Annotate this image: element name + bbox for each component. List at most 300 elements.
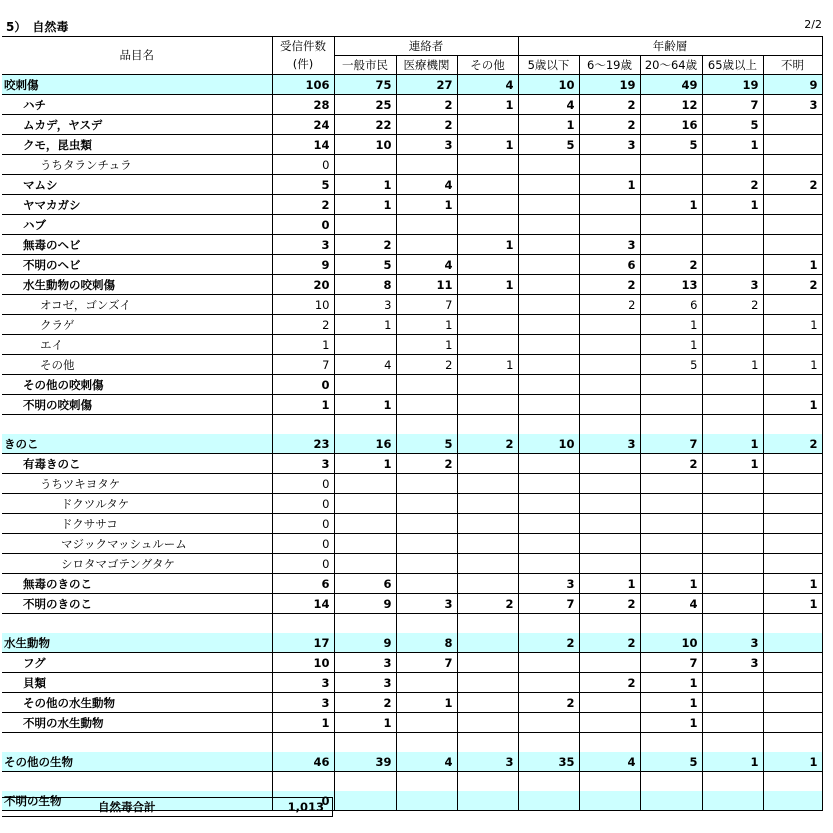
row-cell: 9 (334, 633, 396, 653)
row-item-name: フグ (2, 653, 272, 673)
category-row (2, 752, 822, 772)
row-cell (457, 215, 518, 235)
row-cell: 4 (396, 752, 457, 772)
row-cell (763, 673, 822, 693)
row-cell: 5 (640, 355, 702, 375)
row-cell (579, 335, 640, 355)
table-row (2, 673, 822, 693)
category-row (2, 633, 822, 653)
row-cell (640, 534, 702, 554)
header-received-unit: (件) (272, 56, 334, 75)
row-cell (702, 215, 763, 235)
row-cell: 2 (457, 594, 518, 614)
row-cell: 2 (763, 175, 822, 195)
row-cell (763, 235, 822, 255)
row-cell (396, 514, 457, 534)
row-cell: 1 (334, 195, 396, 215)
row-cell (518, 454, 579, 474)
row-cell (763, 554, 822, 574)
row-cell: 1 (272, 713, 334, 733)
row-item-name: 無毒のきのこ (2, 574, 272, 594)
row-cell (579, 693, 640, 713)
row-cell: 2 (579, 115, 640, 135)
row-cell: 10 (272, 653, 334, 673)
row-cell: 13 (640, 275, 702, 295)
row-cell (763, 733, 822, 753)
row-cell: 4 (518, 95, 579, 115)
table-row (2, 335, 822, 355)
row-cell (640, 175, 702, 195)
row-cell: 3 (702, 275, 763, 295)
row-cell: 10 (640, 633, 702, 653)
row-cell (334, 534, 396, 554)
row-cell (518, 195, 579, 215)
row-cell: 3 (518, 574, 579, 594)
row-cell: 3 (702, 633, 763, 653)
row-cell: 23 (272, 434, 334, 454)
row-cell: 46 (272, 752, 334, 772)
row-cell (702, 693, 763, 713)
row-item-name: 不明の咬刺傷 (2, 395, 272, 415)
row-cell (763, 494, 822, 514)
row-cell: 1 (396, 315, 457, 335)
table-row (2, 355, 822, 375)
row-cell: 2 (396, 454, 457, 474)
row-cell: 9 (334, 594, 396, 614)
spacer-row (2, 614, 822, 634)
row-cell (763, 155, 822, 175)
row-cell: 2 (334, 693, 396, 713)
row-cell: 0 (272, 514, 334, 534)
table-row (2, 594, 822, 614)
row-cell (640, 155, 702, 175)
row-cell (640, 733, 702, 753)
row-cell (334, 155, 396, 175)
row-cell (763, 713, 822, 733)
row-cell: 2 (579, 275, 640, 295)
row-cell: 1 (334, 315, 396, 335)
row-item-name: クラゲ (2, 315, 272, 335)
row-cell: 0 (272, 215, 334, 235)
row-cell (640, 514, 702, 534)
row-cell (702, 155, 763, 175)
row-cell: 6 (640, 295, 702, 315)
row-cell (396, 415, 457, 435)
row-cell (640, 614, 702, 634)
row-cell (518, 395, 579, 415)
row-cell (763, 474, 822, 494)
row-item-name: オコゼ，ゴンズイ (2, 295, 272, 315)
row-cell: 10 (272, 295, 334, 315)
row-cell (334, 791, 396, 811)
table-row (2, 195, 822, 215)
table-row (2, 235, 822, 255)
row-item-name: 貝類 (2, 673, 272, 693)
row-cell: 3 (272, 454, 334, 474)
row-cell: 5 (702, 115, 763, 135)
row-cell (457, 295, 518, 315)
row-cell: 2 (640, 454, 702, 474)
row-cell: 106 (272, 75, 334, 95)
row-cell (334, 772, 396, 792)
row-cell (579, 534, 640, 554)
row-cell (457, 195, 518, 215)
row-cell: 1 (702, 355, 763, 375)
row-cell (457, 772, 518, 792)
row-cell: 75 (334, 75, 396, 95)
row-cell: 7 (518, 594, 579, 614)
row-item-name: ムカデ，ヤスデ (2, 115, 272, 135)
row-item-name: マムシ (2, 175, 272, 195)
table-row (2, 574, 822, 594)
row-cell: 1 (640, 713, 702, 733)
row-cell: 2 (334, 235, 396, 255)
row-cell (457, 175, 518, 195)
row-cell (334, 215, 396, 235)
row-item-name: 有毒きのこ (2, 454, 272, 474)
row-cell (457, 454, 518, 474)
row-cell (334, 375, 396, 395)
row-cell (579, 733, 640, 753)
row-cell (702, 673, 763, 693)
total-row (2, 797, 333, 817)
section-title: 5） 自然毒 (6, 20, 69, 34)
row-cell: 2 (396, 95, 457, 115)
row-cell (457, 574, 518, 594)
row-item-name: うちツキヨタケ (2, 474, 272, 494)
row-cell (457, 713, 518, 733)
row-cell (702, 713, 763, 733)
table-row (2, 653, 822, 673)
row-cell: 5 (640, 752, 702, 772)
table-row (2, 115, 822, 135)
row-cell: 4 (640, 594, 702, 614)
row-cell: 1 (763, 355, 822, 375)
header-age: 年齢層 (518, 37, 822, 56)
row-cell: 2 (396, 355, 457, 375)
row-cell: 3 (702, 653, 763, 673)
row-item-name: きのこ (2, 434, 272, 454)
row-cell: 5 (396, 434, 457, 454)
row-cell (579, 195, 640, 215)
row-cell (518, 335, 579, 355)
row-cell (334, 614, 396, 634)
row-item-name: エイ (2, 335, 272, 355)
row-cell: 5 (272, 175, 334, 195)
spacer-row (2, 772, 822, 792)
row-cell (396, 235, 457, 255)
table-row (2, 95, 822, 115)
row-cell (763, 454, 822, 474)
table-row (2, 713, 822, 733)
row-cell: 0 (272, 791, 334, 811)
row-cell: 1 (334, 454, 396, 474)
row-cell (518, 155, 579, 175)
row-cell (640, 791, 702, 811)
header-age-under5: 5歳以下 (518, 56, 579, 75)
row-cell (457, 733, 518, 753)
table-row (2, 395, 822, 415)
category-row (2, 75, 822, 95)
row-cell: 4 (334, 355, 396, 375)
row-cell (396, 375, 457, 395)
row-cell (518, 791, 579, 811)
row-cell (763, 653, 822, 673)
row-cell (702, 335, 763, 355)
row-cell (334, 474, 396, 494)
row-item-name: ドクツルタケ (2, 494, 272, 514)
row-cell: 1 (334, 713, 396, 733)
header-contact-public: 一般市民 (334, 56, 396, 75)
row-cell (457, 335, 518, 355)
row-cell: 19 (702, 75, 763, 95)
row-cell: 1 (702, 752, 763, 772)
spacer-row (2, 415, 822, 435)
row-cell: 0 (272, 375, 334, 395)
row-cell (334, 514, 396, 534)
row-cell (763, 335, 822, 355)
row-cell: 7 (396, 653, 457, 673)
row-cell: 19 (579, 75, 640, 95)
table-row (2, 255, 822, 275)
row-cell: 1 (763, 395, 822, 415)
row-cell (334, 733, 396, 753)
row-cell (396, 791, 457, 811)
row-cell: 3 (457, 752, 518, 772)
row-cell (763, 415, 822, 435)
row-cell: 4 (579, 752, 640, 772)
row-cell (763, 633, 822, 653)
row-cell: 2 (396, 115, 457, 135)
row-cell (702, 494, 763, 514)
header-contact: 連絡者 (334, 37, 518, 56)
row-cell (396, 474, 457, 494)
row-cell (763, 534, 822, 554)
row-item-name (2, 733, 272, 753)
row-cell: 3 (334, 653, 396, 673)
row-cell (579, 494, 640, 514)
row-cell (640, 215, 702, 235)
row-cell (702, 791, 763, 811)
table-row (2, 175, 822, 195)
row-cell (763, 375, 822, 395)
row-item-name: 水生動物 (2, 633, 272, 653)
table-row (2, 275, 822, 295)
row-cell (457, 614, 518, 634)
row-cell (272, 415, 334, 435)
row-cell (579, 614, 640, 634)
row-cell: 11 (396, 275, 457, 295)
row-cell: 7 (640, 434, 702, 454)
row-cell (457, 633, 518, 653)
row-cell (640, 375, 702, 395)
header-age-unknown: 不明 (763, 56, 822, 75)
row-cell: 0 (272, 554, 334, 574)
row-item-name: 水生動物の咬刺傷 (2, 275, 272, 295)
row-cell (579, 395, 640, 415)
row-cell (702, 554, 763, 574)
row-cell (334, 335, 396, 355)
row-cell: 2 (640, 255, 702, 275)
row-cell (518, 713, 579, 733)
row-cell: 5 (518, 135, 579, 155)
row-cell (396, 554, 457, 574)
row-cell (518, 375, 579, 395)
row-cell: 1 (640, 693, 702, 713)
row-cell (702, 255, 763, 275)
row-cell: 6 (579, 255, 640, 275)
table-row (2, 514, 822, 534)
row-cell (457, 673, 518, 693)
row-cell (396, 713, 457, 733)
table-row (2, 315, 822, 335)
row-cell (518, 275, 579, 295)
row-cell (518, 733, 579, 753)
row-cell (763, 195, 822, 215)
row-cell: 3 (579, 135, 640, 155)
row-item-name: うちタランチュラ (2, 155, 272, 175)
row-cell (579, 415, 640, 435)
row-cell (457, 415, 518, 435)
row-item-name (2, 614, 272, 634)
row-cell (763, 115, 822, 135)
row-cell: 3 (272, 693, 334, 713)
row-item-name (2, 415, 272, 435)
table-row (2, 215, 822, 235)
row-cell: 3 (579, 434, 640, 454)
row-item-name: その他の生物 (2, 752, 272, 772)
row-cell (702, 574, 763, 594)
row-cell (518, 554, 579, 574)
row-cell (518, 534, 579, 554)
row-cell (579, 554, 640, 574)
row-cell (457, 115, 518, 135)
row-cell (272, 733, 334, 753)
header-age-6-19: 6～19歳 (579, 56, 640, 75)
row-cell: 0 (272, 534, 334, 554)
row-cell: 1 (702, 195, 763, 215)
row-cell (396, 155, 457, 175)
row-cell (702, 415, 763, 435)
row-cell (579, 215, 640, 235)
row-cell (579, 315, 640, 335)
row-cell: 1 (579, 574, 640, 594)
row-cell (457, 791, 518, 811)
row-cell: 3 (272, 673, 334, 693)
row-cell (518, 514, 579, 534)
row-item-name: 不明の生物 (2, 791, 272, 811)
row-cell: 1 (763, 594, 822, 614)
row-cell: 2 (579, 594, 640, 614)
row-cell: 7 (702, 95, 763, 115)
row-cell: 6 (334, 574, 396, 594)
row-cell: 2 (702, 295, 763, 315)
natural-toxin-table (2, 36, 823, 811)
row-cell (457, 315, 518, 335)
header-age-65plus: 65歳以上 (702, 56, 763, 75)
row-cell: 1 (763, 255, 822, 275)
row-cell (457, 653, 518, 673)
row-cell: 2 (579, 633, 640, 653)
table-row (2, 474, 822, 494)
row-cell (518, 215, 579, 235)
row-cell: 8 (334, 275, 396, 295)
row-cell (702, 594, 763, 614)
row-cell: 2 (702, 175, 763, 195)
row-cell: 1 (334, 395, 396, 415)
row-cell: 27 (396, 75, 457, 95)
row-cell (396, 534, 457, 554)
row-cell (579, 653, 640, 673)
row-cell (640, 554, 702, 574)
row-cell (763, 693, 822, 713)
spacer-row (2, 733, 822, 753)
row-cell: 1 (457, 275, 518, 295)
table-row (2, 494, 822, 514)
row-cell (518, 175, 579, 195)
row-cell: 3 (763, 95, 822, 115)
row-cell: 2 (518, 693, 579, 713)
row-item-name: シロタマゴテングタケ (2, 554, 272, 574)
row-cell: 10 (518, 434, 579, 454)
row-cell (579, 355, 640, 375)
row-cell (640, 494, 702, 514)
header-item-name: 品目名 (2, 37, 272, 75)
row-cell: 1 (396, 335, 457, 355)
row-cell (702, 772, 763, 792)
row-cell (640, 474, 702, 494)
row-cell: 2 (763, 434, 822, 454)
row-item-name: その他 (2, 355, 272, 375)
row-item-name (2, 772, 272, 792)
row-cell (518, 355, 579, 375)
row-cell (396, 494, 457, 514)
row-cell: 9 (272, 255, 334, 275)
row-cell (702, 733, 763, 753)
table-row (2, 454, 822, 474)
row-cell (334, 554, 396, 574)
row-cell: 0 (272, 494, 334, 514)
row-cell: 0 (272, 155, 334, 175)
table-row (2, 375, 822, 395)
row-cell: 1 (702, 434, 763, 454)
row-cell (518, 614, 579, 634)
row-cell (457, 474, 518, 494)
row-cell: 35 (518, 752, 579, 772)
row-cell (457, 375, 518, 395)
row-cell: 1 (518, 115, 579, 135)
row-cell (518, 653, 579, 673)
row-cell (640, 395, 702, 415)
row-cell (702, 474, 763, 494)
row-cell: 3 (396, 594, 457, 614)
title-bar (6, 18, 822, 34)
row-cell: 17 (272, 633, 334, 653)
row-cell: 1 (640, 673, 702, 693)
row-cell: 2 (579, 673, 640, 693)
row-cell: 4 (457, 75, 518, 95)
row-cell: 7 (396, 295, 457, 315)
row-item-name: 不明のヘビ (2, 255, 272, 275)
row-cell: 1 (457, 235, 518, 255)
row-cell (518, 295, 579, 315)
row-cell: 2 (579, 95, 640, 115)
row-cell (579, 713, 640, 733)
row-item-name: ヤマカガシ (2, 195, 272, 215)
row-cell (702, 614, 763, 634)
row-cell (334, 494, 396, 514)
row-cell: 3 (334, 295, 396, 315)
